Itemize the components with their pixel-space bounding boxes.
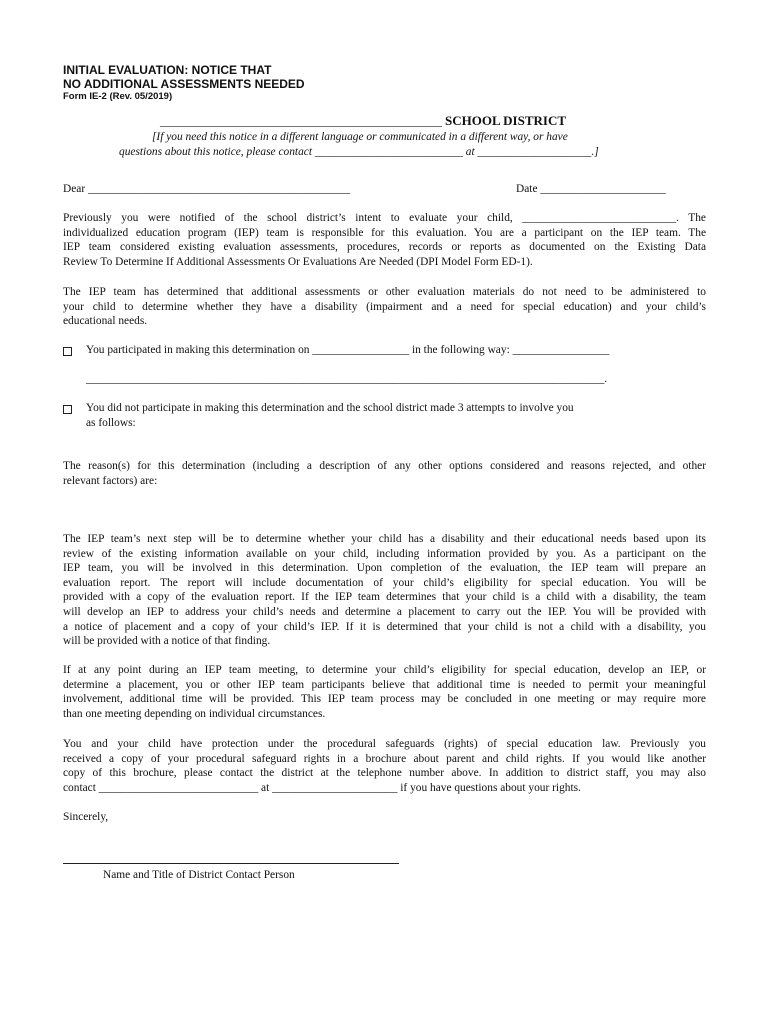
signature-line[interactable] [63, 863, 399, 864]
signature-caption: Name and Title of District Contact Person [103, 869, 295, 881]
did-not-participate-line2: as follows: [86, 417, 136, 429]
did-not-participate-line1: You did not participate in making this determination and the school district made 3 attempts to involve you [86, 402, 574, 414]
paragraph-next-step: The IEP team’s next step will be to determine whether your child has a disability and their educational needs based upon its review of the existing information available on your child, including information provided by you. As a participant on the IEP team, you will be involved in this determination. Upon completion of the evaluation, the IEP team will prepare an evaluation report. The report will include documentation of your child’s eligibility for special education. You will be provided with a copy of the evaluation report. If the IEP team determines that your child is a child with a disability, the team will develop an IEP to address your child’s needs and determine a placement to carry out the IEP. You will be provided with a notice of placement and a copy of your child’s IEP. If it is determined that your child is not a child with a disability, you will be provided with a notice of that finding. [63, 533, 706, 648]
form-title-line1: INITIAL EVALUATION: NOTICE THAT [63, 63, 272, 77]
district-name-field[interactable] [160, 114, 566, 129]
participated-checkbox[interactable] [63, 347, 72, 356]
language-note-line2: questions about this notice, please contact __________________________ at ____________________.] [119, 146, 599, 158]
paragraph-reasons: The reason(s) for this determination (including a description of any other options considered and reasons rejected, and other relevant factors) are: [63, 460, 706, 487]
dear-field[interactable]: Dear ______________________________________________ [63, 183, 350, 195]
participated-option-line2[interactable]: ___________________________________________________________________________________________. [86, 373, 608, 385]
form-number: Form IE-2 (Rev. 05/2019) [63, 91, 173, 102]
did-not-participate-checkbox[interactable] [63, 405, 72, 414]
language-note-line1: [If you need this notice in a different language or communicated in a different way, or have [152, 131, 568, 143]
paragraph-determination: The IEP team has determined that additional assessments or other evaluation materials do not need to be administered to your child to determine whether they have a disability (impairment and a need for special education) and your child’s educational needs. [63, 286, 706, 328]
school-district-label: SCHOOL DISTRICT [445, 113, 567, 128]
district-blank: _______________________________________________ [160, 114, 442, 128]
form-title-line2: NO ADDITIONAL ASSESSMENTS NEEDED [63, 77, 305, 91]
sincerely-closing: Sincerely, [63, 811, 109, 823]
participated-option-line1[interactable]: You participated in making this determination on _________________ in the following way: _________________ [86, 344, 610, 356]
date-field[interactable]: Date ______________________ [516, 183, 666, 195]
paragraph-procedural-safeguards: You and your child have protection under the procedural safeguards (rights) of special education law. Previously you received a copy of your procedural safeguard rights in a brochure about parent and child rights. If you would like another copy of this brochure, please contact the district at the telephone number above. In addition to district staff, you may also contact ____________________________ at ______________________ if you have questions about your rights. [63, 738, 706, 794]
paragraph-additional-time: If at any point during an IEP team meeting, to determine your child’s eligibility for special education, develop an IEP, or determine a placement, you or other IEP team participants believe that additional time is needed to permit your meaningful involvement, additional time will be provided. This IEP team process may be concluded in one meeting or may require more than one meeting depending on individual circumstances. [63, 664, 706, 720]
paragraph-previous-notice: Previously you were notified of the school district’s intent to evaluate your child, ___________________________. The individualized education program (IEP) team is responsible for this evaluation. You are a participant on the IEP team. The IEP team considered existing evaluation assessments, procedures, records or reports as documented on the Existing Data Review To Determine If Additional Assessments Or Evaluations Are Needed (DPI Model Form ED-1). [63, 212, 706, 268]
